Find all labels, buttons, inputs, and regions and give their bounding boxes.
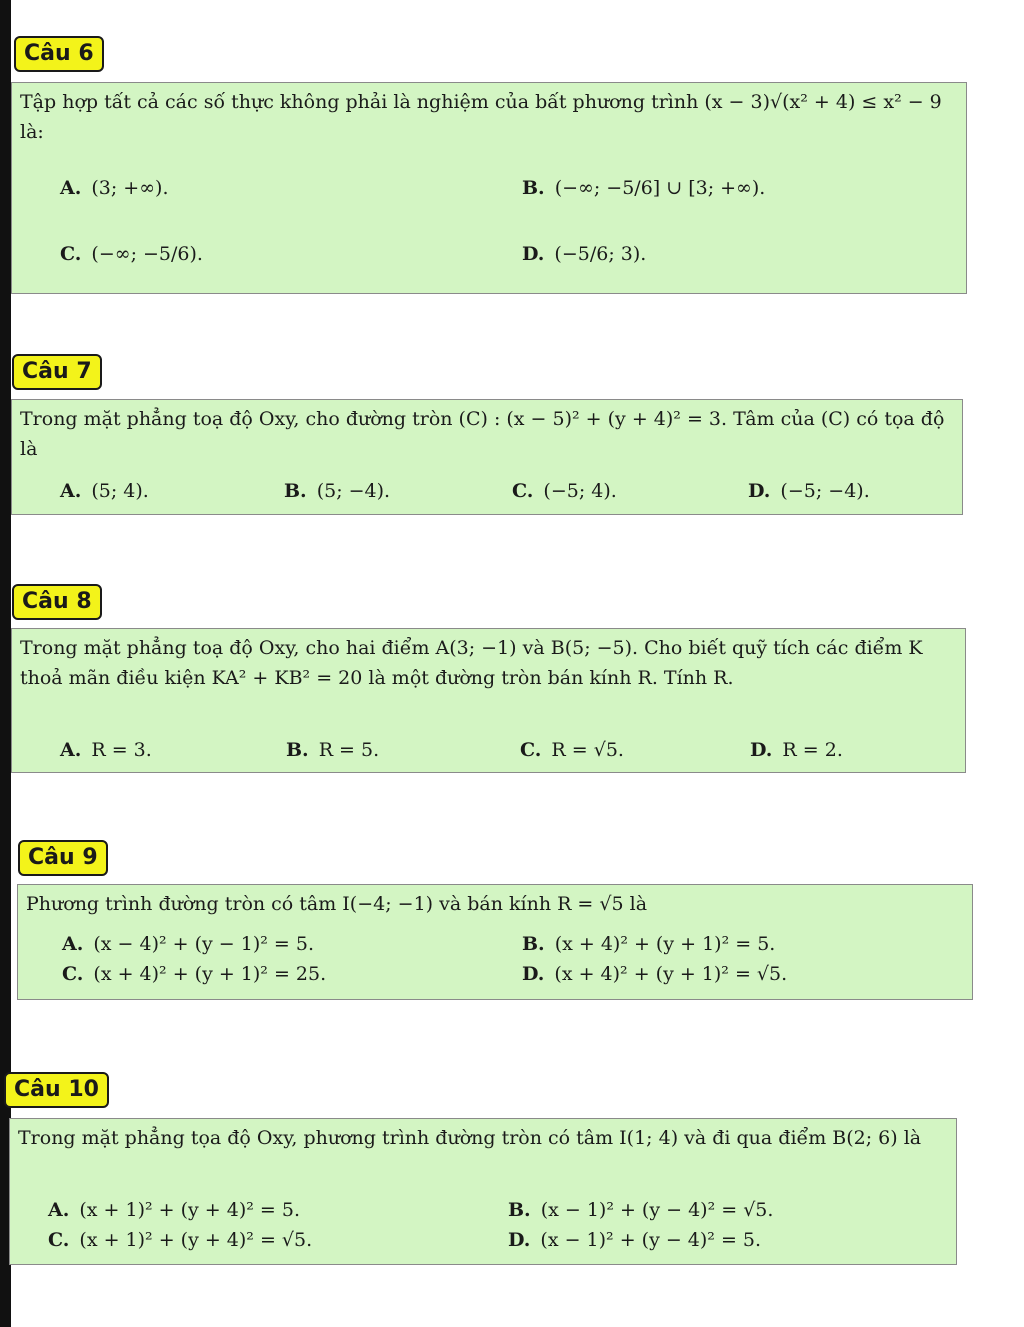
question-6-box <box>11 82 967 294</box>
option-letter: A. <box>60 177 82 199</box>
option-text: (−5/6; 3). <box>554 243 647 265</box>
option-letter: C. <box>62 963 84 985</box>
question-9-stem: Phương trình đường tròn có tâm I(−4; −1) và bán kính R = √5 là <box>26 893 648 915</box>
question-10-box <box>9 1118 957 1265</box>
question-6-option-d[interactable] <box>522 239 646 269</box>
question-9-option-c[interactable] <box>62 959 326 989</box>
question-10-option-a[interactable] <box>48 1195 300 1225</box>
option-letter: C. <box>60 243 82 265</box>
question-8-label: Câu 8 <box>12 584 102 620</box>
option-text: (x + 1)² + (y + 4)² = 5. <box>79 1199 300 1221</box>
option-letter: B. <box>522 933 545 955</box>
question-8-option-a[interactable] <box>60 735 152 765</box>
option-text: (x − 1)² + (y − 4)² = √5. <box>540 1199 774 1221</box>
question-10-stem: Trong mặt phẳng tọa độ Oxy, phương trình đường tròn có tâm I(1; 4) và đi qua điểm B(2; 6) là <box>18 1127 922 1149</box>
option-text: (x + 4)² + (y + 1)² = √5. <box>554 963 788 985</box>
option-letter: A. <box>48 1199 70 1221</box>
option-letter: D. <box>748 480 771 502</box>
option-text: R = 2. <box>782 739 843 761</box>
option-text: (3; +∞). <box>91 177 169 199</box>
option-letter: C. <box>512 480 534 502</box>
option-text: (−5; 4). <box>543 480 617 502</box>
question-10-label: Câu 10 <box>4 1072 109 1108</box>
option-letter: C. <box>48 1229 70 1251</box>
question-10-option-b[interactable] <box>508 1195 773 1225</box>
option-letter: D. <box>522 243 545 265</box>
option-text: R = 5. <box>318 739 380 761</box>
option-letter: B. <box>508 1199 531 1221</box>
option-text: (5; −4). <box>316 480 391 502</box>
question-6-label: Câu 6 <box>14 36 104 72</box>
question-6-option-a[interactable] <box>60 173 169 203</box>
question-8-option-d[interactable] <box>750 735 843 765</box>
option-letter: A. <box>60 739 82 761</box>
option-text: R = √5. <box>551 739 624 761</box>
question-7-option-a[interactable] <box>60 476 149 506</box>
option-letter: D. <box>508 1229 531 1251</box>
option-text: (x + 1)² + (y + 4)² = √5. <box>79 1229 313 1251</box>
option-letter: B. <box>286 739 309 761</box>
question-10-option-c[interactable] <box>48 1225 312 1255</box>
question-7-box <box>11 399 963 515</box>
option-letter: B. <box>522 177 545 199</box>
option-letter: A. <box>60 480 82 502</box>
question-6-option-b[interactable] <box>522 173 765 203</box>
option-letter: D. <box>522 963 545 985</box>
option-text: (−5; −4). <box>780 480 870 502</box>
question-7-stem: Trong mặt phẳng toạ độ Oxy, cho đường tròn (C) : (x − 5)² + (y + 4)² = 3. Tâm của (C) có tọa độ là <box>20 408 945 460</box>
question-6-stem: Tập hợp tất cả các số thực không phải là nghiệm của bất phương trình (x − 3)√(x² + 4) ≤ x² − 9 là: <box>20 91 942 143</box>
option-letter: B. <box>284 480 307 502</box>
question-7-option-c[interactable] <box>512 476 617 506</box>
question-8-stem: Trong mặt phẳng toạ độ Oxy, cho hai điểm A(3; −1) và B(5; −5). Cho biết quỹ tích các điểm K thoả mãn điều kiện KA² + KB² = 20 là một đường tròn bán kính R. Tính R. <box>20 637 923 689</box>
option-text: (x − 1)² + (y − 4)² = 5. <box>540 1229 762 1251</box>
option-text: R = 3. <box>91 739 152 761</box>
question-8-option-c[interactable] <box>520 735 624 765</box>
question-7-option-b[interactable] <box>284 476 390 506</box>
question-9-box <box>17 884 973 1000</box>
question-9-option-a[interactable] <box>62 929 314 959</box>
question-7-label: Câu 7 <box>12 354 102 390</box>
question-10-option-d[interactable] <box>508 1225 761 1255</box>
option-text: (−∞; −5/6). <box>91 243 203 265</box>
question-9-option-d[interactable] <box>522 959 787 989</box>
option-text: (x + 4)² + (y + 1)² = 5. <box>554 933 776 955</box>
option-letter: A. <box>62 933 84 955</box>
question-7-option-d[interactable] <box>748 476 870 506</box>
question-8-box <box>11 628 966 773</box>
option-text: (x + 4)² + (y + 1)² = 25. <box>93 963 327 985</box>
question-6-option-c[interactable] <box>60 239 203 269</box>
option-text: (5; 4). <box>91 480 149 502</box>
question-9-label: Câu 9 <box>18 840 108 876</box>
option-letter: C. <box>520 739 542 761</box>
option-text: (−∞; −5/6] ∪ [3; +∞). <box>554 177 766 199</box>
question-8-option-b[interactable] <box>286 735 379 765</box>
question-9-option-b[interactable] <box>522 929 775 959</box>
option-letter: D. <box>750 739 773 761</box>
option-text: (x − 4)² + (y − 1)² = 5. <box>93 933 314 955</box>
